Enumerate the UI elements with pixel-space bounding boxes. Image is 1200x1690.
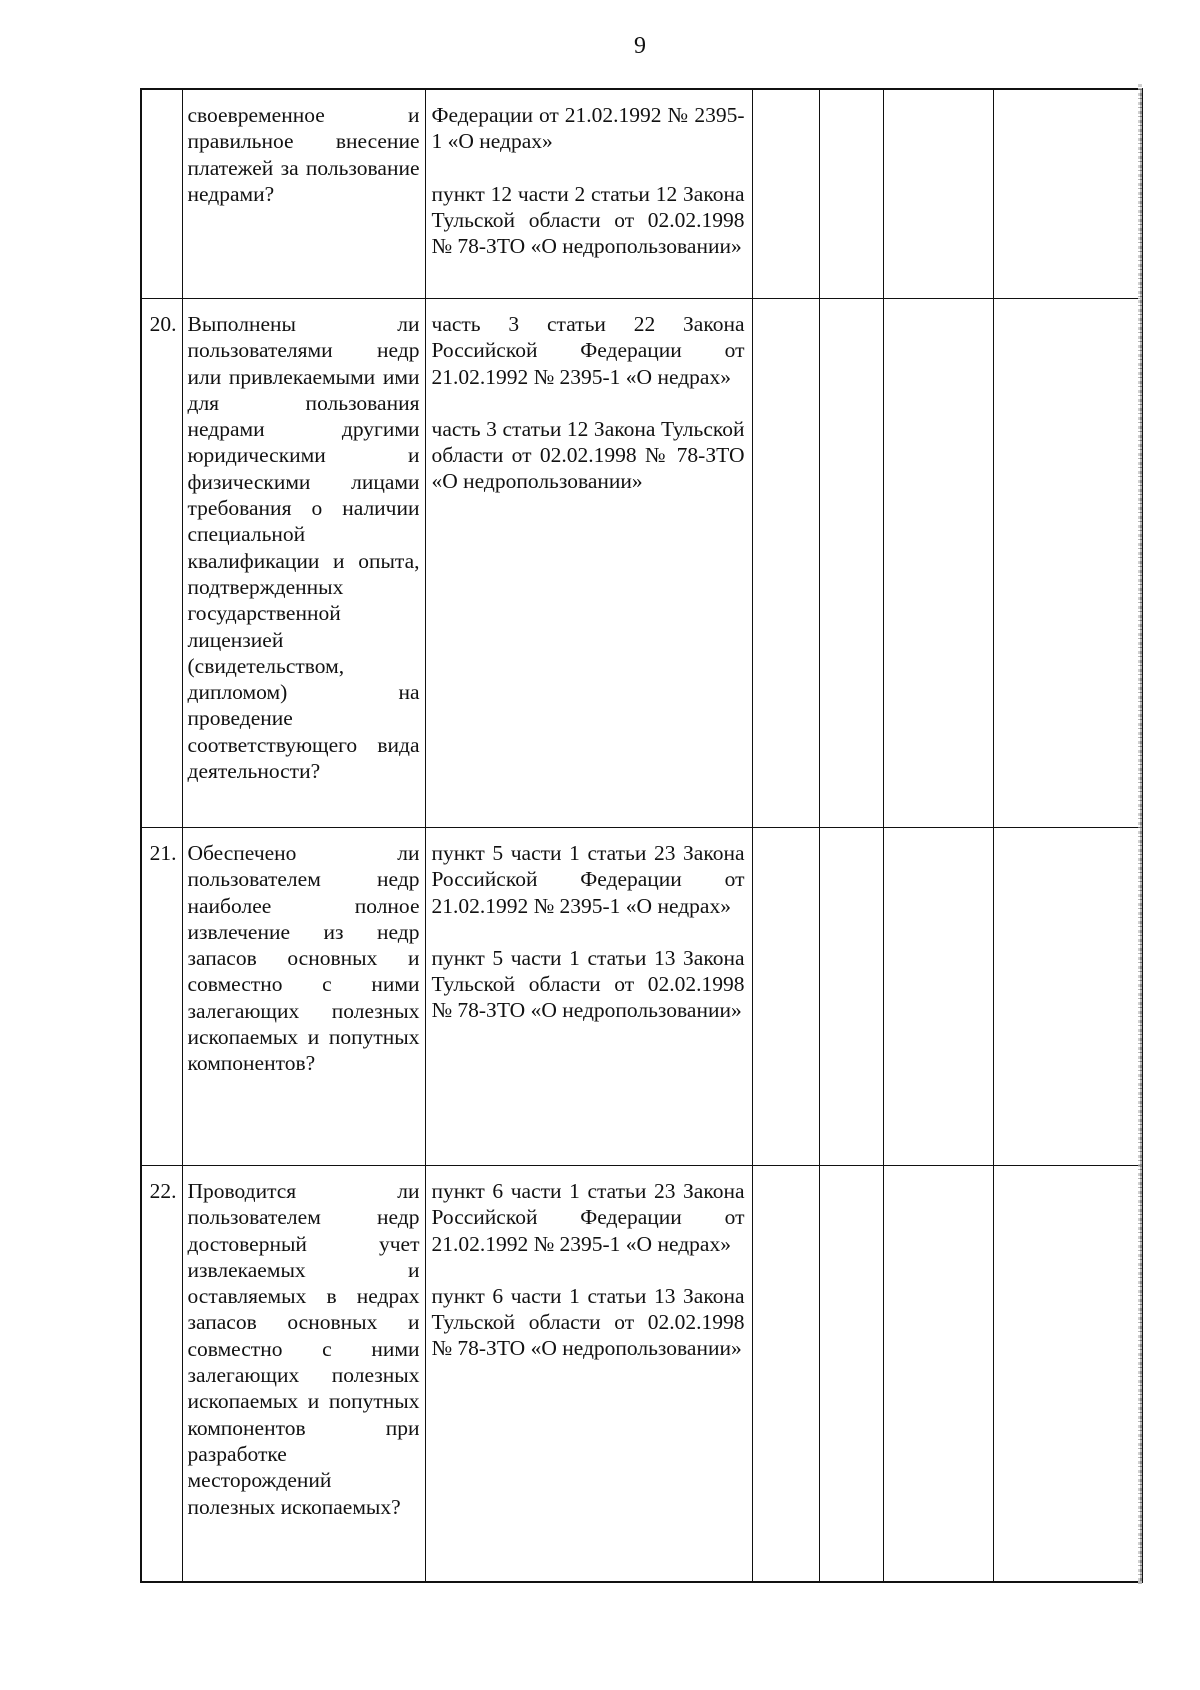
row-number: 22. (141, 1166, 182, 1583)
legal-reference: пункт 6 части 1 статьи 13 Закона Тульской области от 02.02.1998 № 78-ЗТО «О недропользовании» (431, 1283, 745, 1361)
not-applicable-cell (883, 828, 993, 1166)
row-number (141, 89, 182, 299)
legal-reference: пункт 6 части 1 статьи 23 Закона Российской Федерации от 21.02.1992 № 2395-1 «О недрах» (431, 1179, 745, 1256)
legal-reference: часть 3 статьи 12 Закона Тульской области от 02.02.1998 № 78-ЗТО «О недропользовании» (431, 416, 745, 494)
answer-yes-cell (752, 89, 819, 299)
table-row (141, 828, 1141, 1166)
answer-yes-cell (752, 299, 819, 828)
answer-no-cell (819, 828, 883, 1166)
notes-cell (993, 828, 1141, 1166)
row-number: 21. (141, 828, 182, 1166)
notes-cell (993, 89, 1141, 299)
checklist-table (140, 88, 1143, 1583)
legal-reference-cell (425, 89, 752, 299)
notes-cell (993, 299, 1141, 828)
legal-reference: Федерации от 21.02.1992 № 2395-1 «О недрах» (431, 103, 745, 154)
row-number: 20. (141, 299, 182, 828)
question-cell: своевременное и правильное внесение платежей за пользование недрами? (182, 89, 425, 299)
legal-reference: пункт 5 части 1 статьи 13 Закона Тульской области от 02.02.1998 № 78-ЗТО «О недропользовании» (431, 945, 745, 1023)
legal-reference-cell (425, 1166, 752, 1583)
question-cell: Выполнены ли пользователями недр или привлекаемыми ими для пользования недрами другими юридическими и физическими лицами требования о наличии специальной квалификации и опыта, подтвержденных государственной лицензией (свидетельством, дипломом) на проведение соответствующего вида деятельности? (182, 299, 425, 828)
table-row (141, 299, 1141, 828)
answer-no-cell (819, 299, 883, 828)
not-applicable-cell (883, 1166, 993, 1583)
legal-reference: пункт 12 части 2 статьи 12 Закона Тульской области от 02.02.1998 № 78-ЗТО «О недропользовании» (431, 181, 745, 259)
answer-no-cell (819, 89, 883, 299)
not-applicable-cell (883, 299, 993, 828)
answer-yes-cell (752, 1166, 819, 1583)
table-row (141, 1166, 1141, 1583)
answer-yes-cell (752, 828, 819, 1166)
legal-reference-cell (425, 828, 752, 1166)
legal-reference-cell (425, 299, 752, 828)
legal-reference: пункт 5 части 1 статьи 23 Закона Российской Федерации от 21.02.1992 № 2395-1 «О недрах» (431, 841, 745, 918)
question-cell: Обеспечено ли пользователем недр наиболее полное извлечение из недр запасов основных и совместно с ними залегающих полезных ископаемых и попутных компонентов? (182, 828, 425, 1166)
notes-cell (993, 1166, 1141, 1583)
question-cell: Проводится ли пользователем недр достоверный учет извлекаемых и оставляемых в недрах запасов основных и совместно с ними залегающих полезных ископаемых и попутных компонентов при разработке месторождений полезных ископаемых? (182, 1166, 425, 1583)
answer-no-cell (819, 1166, 883, 1583)
page-number: 9 (634, 33, 646, 59)
legal-reference: часть 3 статьи 22 Закона Российской Федерации от 21.02.1992 № 2395-1 «О недрах» (431, 312, 745, 389)
table-row (141, 89, 1141, 299)
not-applicable-cell (883, 89, 993, 299)
scan-artifact-edge (1138, 84, 1142, 1584)
